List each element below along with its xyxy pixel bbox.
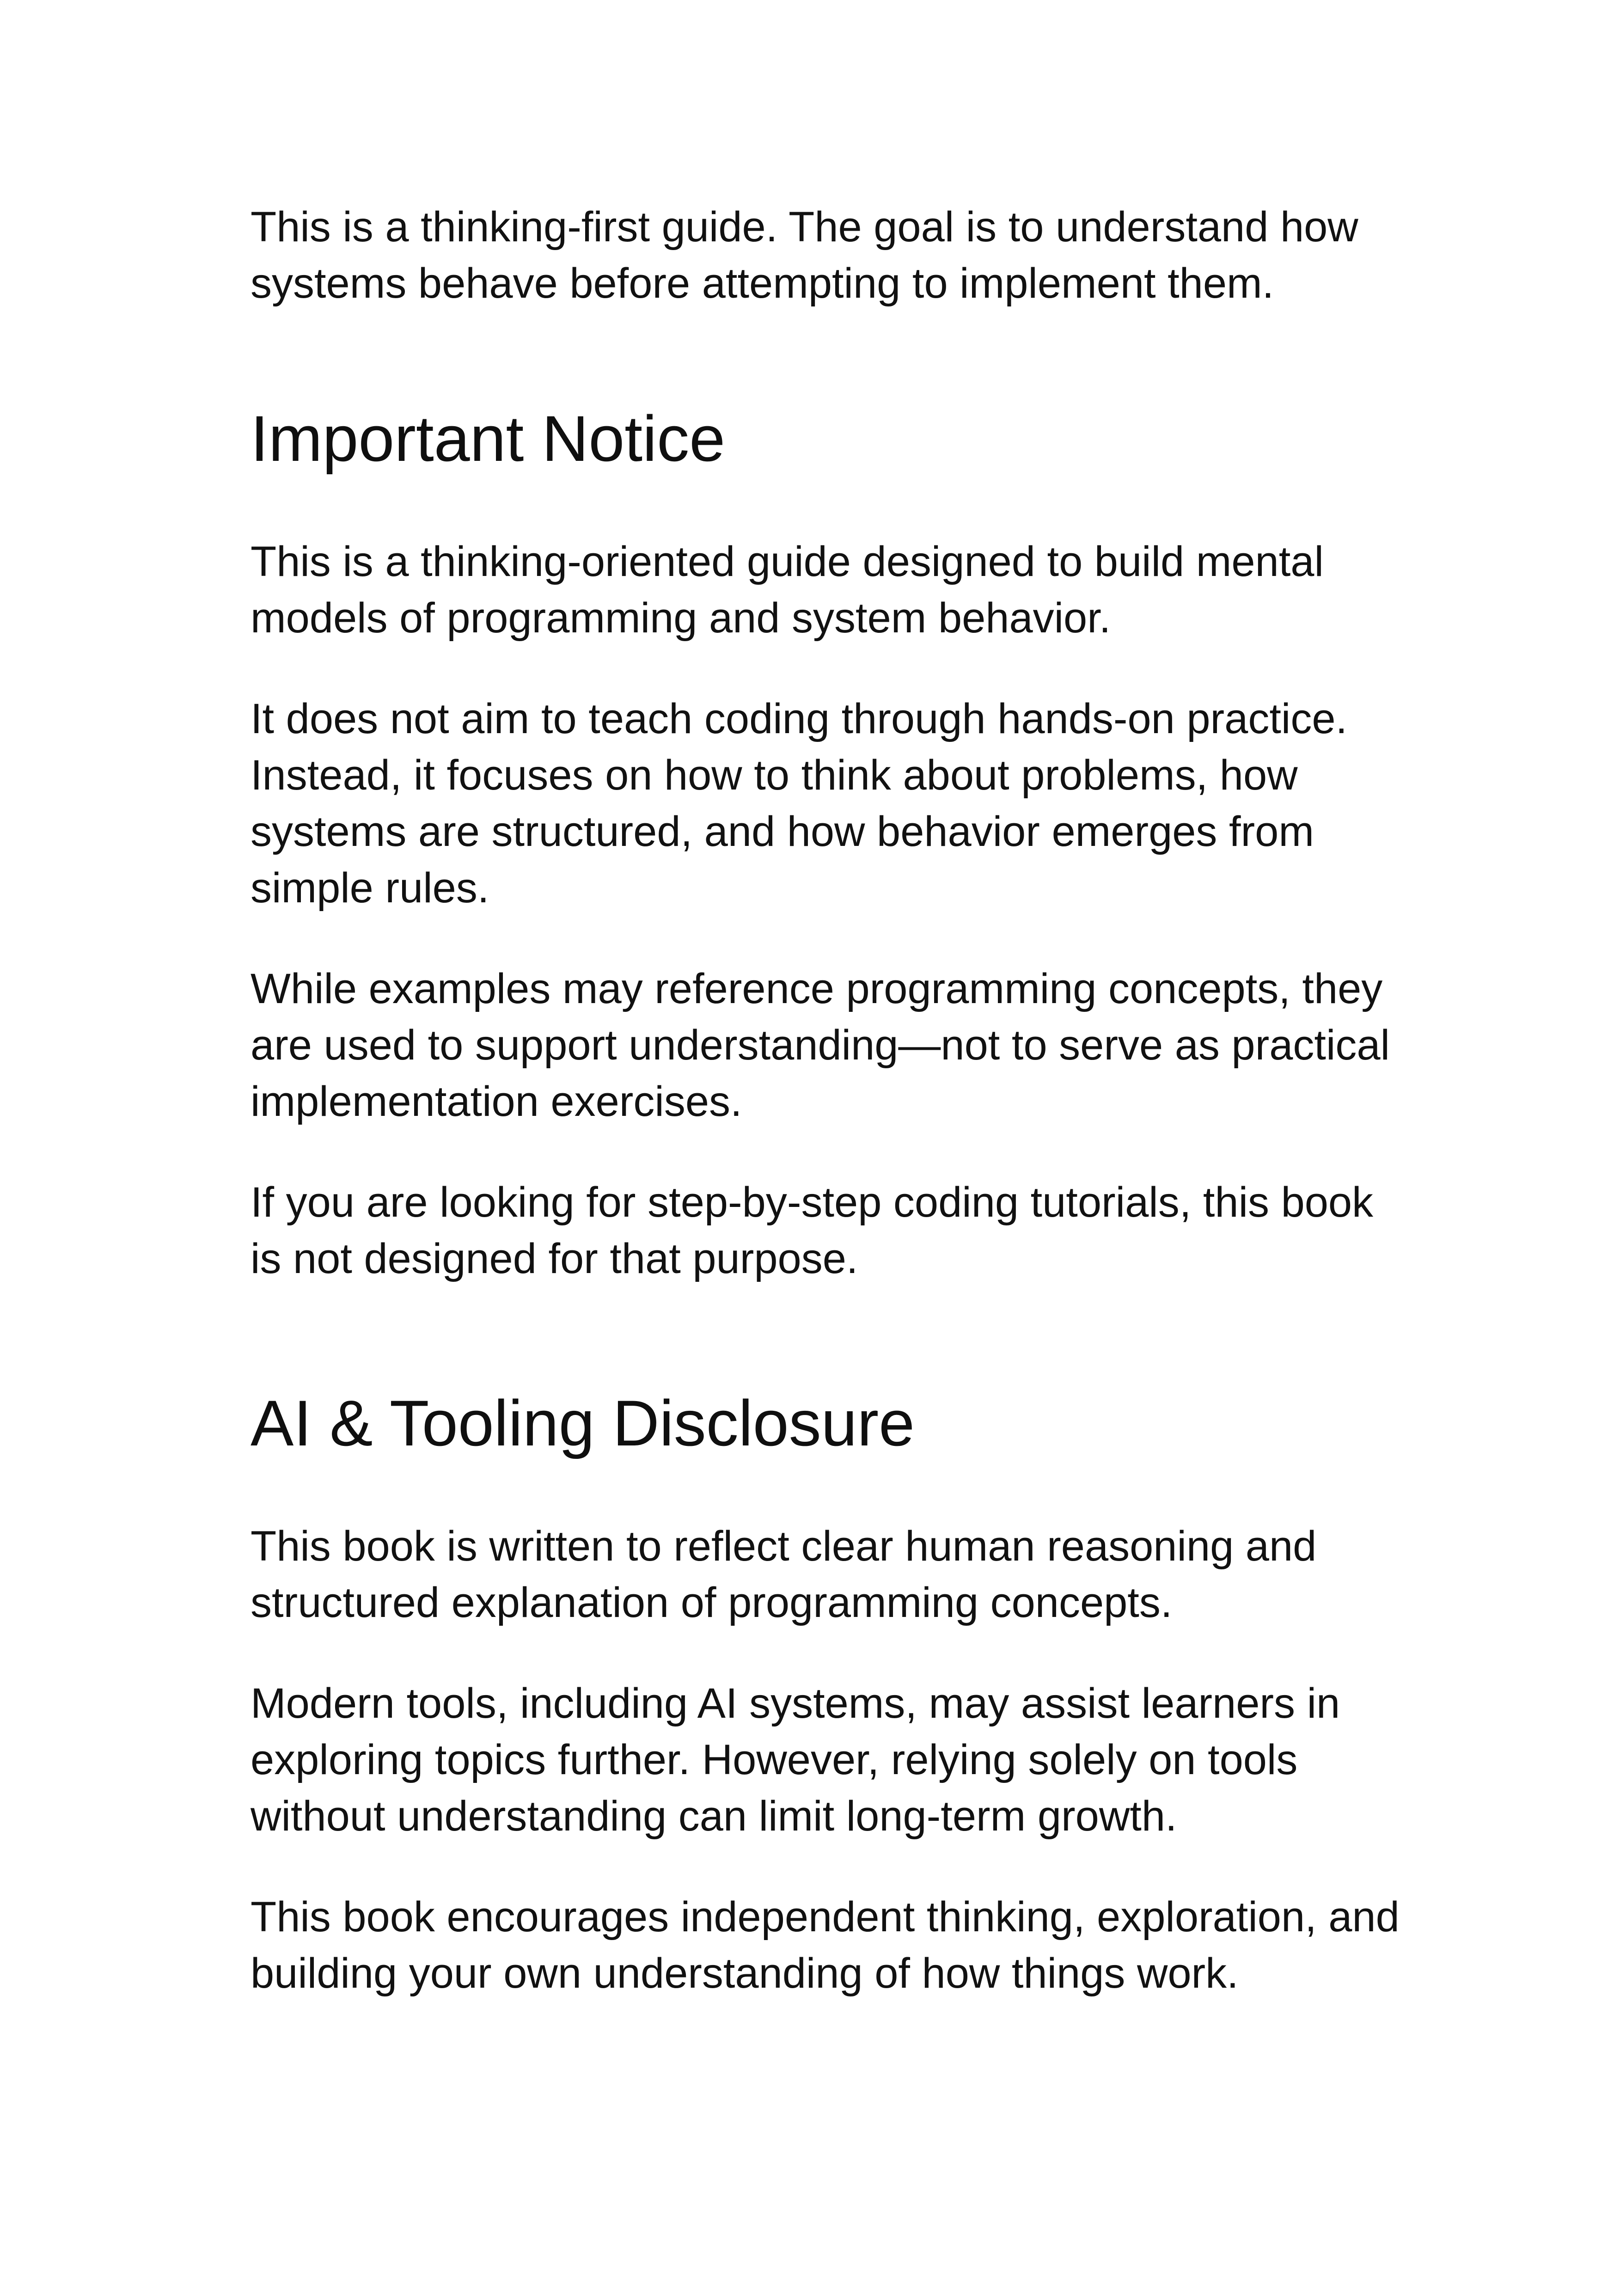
section-heading: Important Notice: [251, 402, 726, 475]
section-heading: AI & Tooling Disclosure: [251, 1387, 915, 1459]
paragraph: This book is written to reflect clear human reasoning and structured explanation of programming concepts.: [251, 1523, 1317, 1626]
intro-paragraph: This is a thinking-first guide. The goal is to understand how systems behave before attempting to implement them.: [251, 203, 1358, 307]
paragraph: Modern tools, including AI systems, may assist learners in exploring topics further. However, relying solely on tools without understanding can limit long-term growth.: [251, 1680, 1340, 1840]
paragraph: This book encourages independent thinking, exploration, and building your own understanding of how things work.: [251, 1893, 1400, 1997]
paragraph: While examples may reference programming concepts, they are used to support understanding—not to serve as practical implementation exercises.: [251, 965, 1390, 1125]
paragraph: It does not aim to teach coding through hands-on practice. Instead, it focuses on how to think about problems, how systems are structured, and how behavior emerges from simple rules.: [251, 695, 1348, 912]
section-ai-tooling-disclosure: [251, 1384, 1434, 2002]
section-important-notice: [251, 399, 1434, 1287]
paragraph: If you are looking for step-by-step coding tutorials, this book is not designed for that purpose.: [251, 1179, 1374, 1282]
paragraph: This is a thinking-oriented guide designed to build mental models of programming and system behavior.: [251, 538, 1324, 642]
page-content: [251, 199, 1434, 2046]
